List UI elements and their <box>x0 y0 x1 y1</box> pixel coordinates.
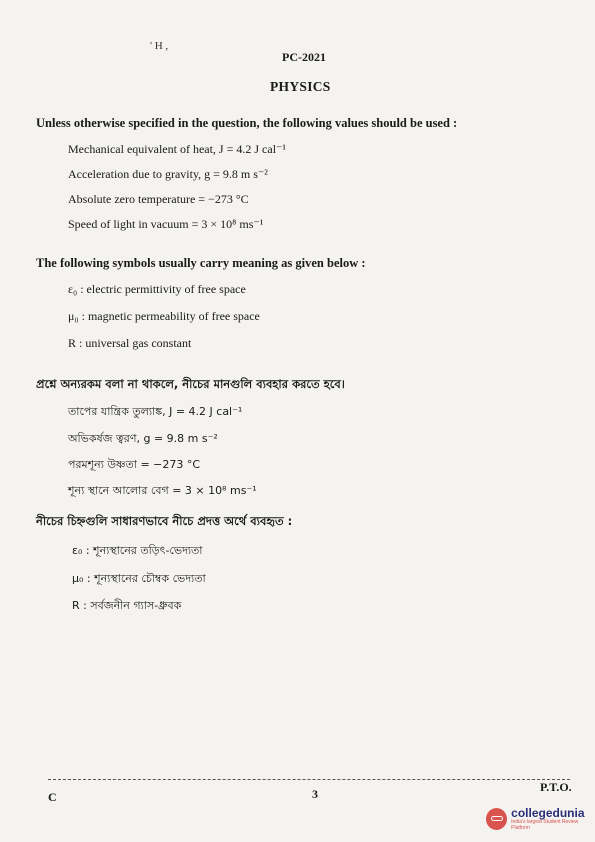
page-number: 3 <box>312 787 318 801</box>
paper-code: PC-2021 <box>282 50 326 64</box>
values-heading-bn: প্রশ্নে অন্যরকম বলা না থাকলে, নীচের মানগুলি ব্যবহার করতে হবে। <box>36 377 345 391</box>
symbol-line-en: ε₀ : electric permittivity of free space <box>68 282 246 296</box>
value-line-bn: অভিকর্ষজ ত্বরণ, g = 9.8 m s⁻² <box>68 432 218 445</box>
mascot-logo-icon <box>486 808 507 830</box>
value-line-bn: শূন্য স্থানে আলোর বেগ = 3 × 10⁸ ms⁻¹ <box>68 484 257 497</box>
collegedunia-watermark <box>486 807 595 831</box>
scan-marks: ' H , <box>150 40 169 52</box>
values-heading-en: Unless otherwise specified in the question, the following values should be used : <box>36 116 458 130</box>
value-line-en: Acceleration due to gravity, g = 9.8 m s⁻² <box>68 167 268 181</box>
brand-tagline: India's largest Student Review Platform <box>511 819 579 831</box>
symbols-heading-en: The following symbols usually carry meaning as given below : <box>36 256 366 270</box>
value-line-bn: তাপের যান্ত্রিক তুল্যাঙ্ক, J = 4.2 J cal⁻¹ <box>68 405 243 418</box>
value-line-bn: পরমশূন্য উষ্ণতা = −273 °C <box>68 458 201 471</box>
symbol-line-bn: R : সর্বজনীন গ্যাস-ধ্রুবক <box>72 599 182 612</box>
value-line-en: Mechanical equivalent of heat, J = 4.2 J cal⁻¹ <box>68 142 286 156</box>
value-line-en: Speed of light in vacuum = 3 × 10⁸ ms⁻¹ <box>68 217 264 231</box>
symbols-heading-bn: নীচের চিহ্নগুলি সাধারণভাবে নীচে প্রদত্ত অর্থে ব্যবহৃত : <box>36 514 293 528</box>
symbol-line-en: R : universal gas constant <box>68 336 192 350</box>
footer-rule <box>48 779 570 780</box>
subject-title: PHYSICS <box>270 79 331 94</box>
symbol-line-bn: ε₀ : শূন্যস্থানের তড়িৎ-ভেদ্যতা <box>72 544 203 557</box>
value-line-en: Absolute zero temperature = −273 °C <box>68 192 249 206</box>
symbol-line-bn: μ₀ : শূন্যস্থানের চৌম্বক ভেদ্যতা <box>72 572 206 585</box>
symbol-line-en: μ₀ : magnetic permeability of free space <box>68 309 260 323</box>
footer-code: C <box>48 790 57 804</box>
brand-name: collegedunia <box>511 806 585 820</box>
pto-label: P.T.O. <box>540 780 572 794</box>
